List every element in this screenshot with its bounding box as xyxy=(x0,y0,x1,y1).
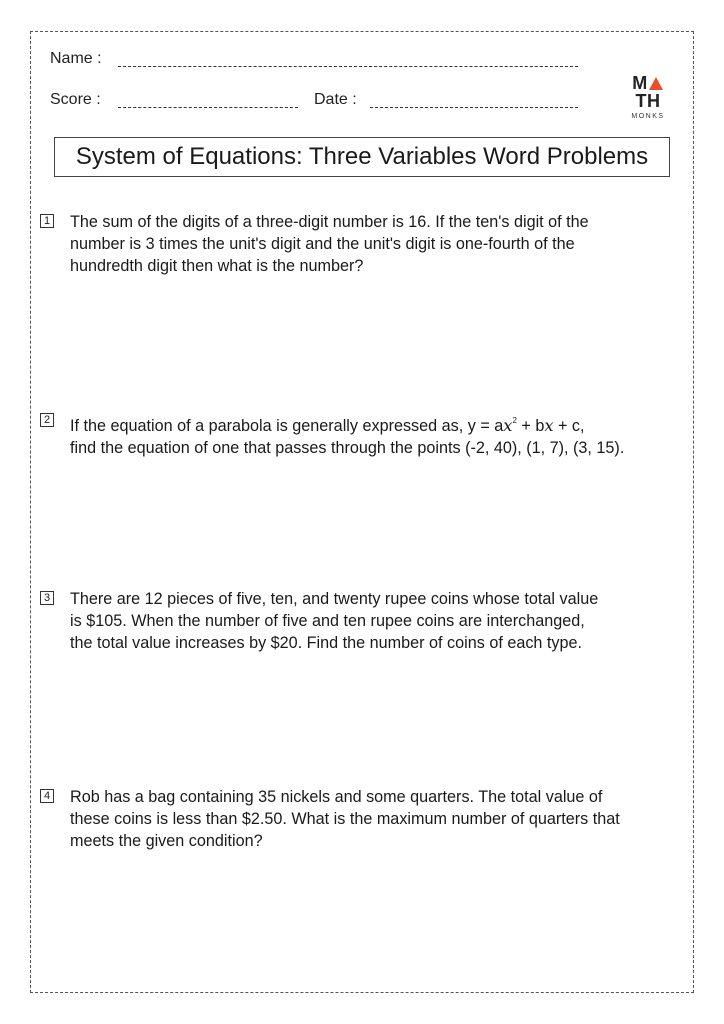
problem-number-2: 2 xyxy=(40,413,54,427)
problem-2-line-2: find the equation of one that passes through the points (-2, 40), (1, 7), (3, 15). xyxy=(70,439,625,457)
date-field[interactable] xyxy=(370,107,578,108)
problem-2-var-x2: x xyxy=(544,416,554,435)
problem-2-equation-mid: + b xyxy=(516,417,545,435)
problem-2-equation-prefix: If the equation of a parabola is generally expressed as, y = a xyxy=(70,417,504,435)
problem-text-3 xyxy=(70,588,682,654)
name-label: Name : xyxy=(50,50,102,67)
problem-text-1 xyxy=(70,211,682,277)
name-field[interactable] xyxy=(118,66,578,67)
title-box xyxy=(54,137,670,177)
score-label: Score : xyxy=(50,91,101,108)
logo-triangle-icon xyxy=(649,77,663,90)
problem-3-line-2: is $105. When the number of five and ten rupee coins are interchanged, xyxy=(70,612,585,630)
problem-number-1: 1 xyxy=(40,214,54,228)
problem-number-4: 4 xyxy=(40,789,54,803)
problem-3-line-1: There are 12 pieces of five, ten, and twenty rupee coins whose total value xyxy=(70,590,599,608)
math-monks-logo xyxy=(620,74,676,121)
problem-text-2 xyxy=(70,410,682,459)
problem-4-line-2: these coins is less than $2.50. What is the maximum number of quarters that xyxy=(70,810,620,828)
score-field[interactable] xyxy=(118,107,298,108)
problem-2-exponent: 2 xyxy=(512,416,517,425)
problem-number-3: 3 xyxy=(40,591,54,605)
problem-1-line-1: The sum of the digits of a three-digit number is 16. If the ten's digit of the xyxy=(70,213,589,231)
problem-2-equation-end: + c, xyxy=(553,417,585,435)
problem-2-var-x: x xyxy=(503,416,513,435)
date-label: Date : xyxy=(314,91,357,108)
problem-1-line-3: hundredth digit then what is the number? xyxy=(70,257,364,275)
problem-4-line-3: meets the given condition? xyxy=(70,832,263,850)
page-title: System of Equations: Three Variables Word Problems xyxy=(75,143,649,170)
problem-1-line-2: number is 3 times the unit's digit and the unit's digit is one-fourth of the xyxy=(70,235,575,253)
problem-3-line-3: the total value increases by $20. Find the number of coins of each type. xyxy=(70,634,583,652)
problem-text-4 xyxy=(70,786,682,852)
logo-wordmark xyxy=(620,74,676,110)
logo-letters-th: TH xyxy=(635,91,661,111)
logo-subtext: MONKS xyxy=(631,113,665,120)
problem-4-line-1: Rob has a bag containing 35 nickels and some quarters. The total value of xyxy=(70,788,603,806)
logo-letter-m: M xyxy=(632,73,648,93)
problem-2-line-1 xyxy=(70,410,682,437)
